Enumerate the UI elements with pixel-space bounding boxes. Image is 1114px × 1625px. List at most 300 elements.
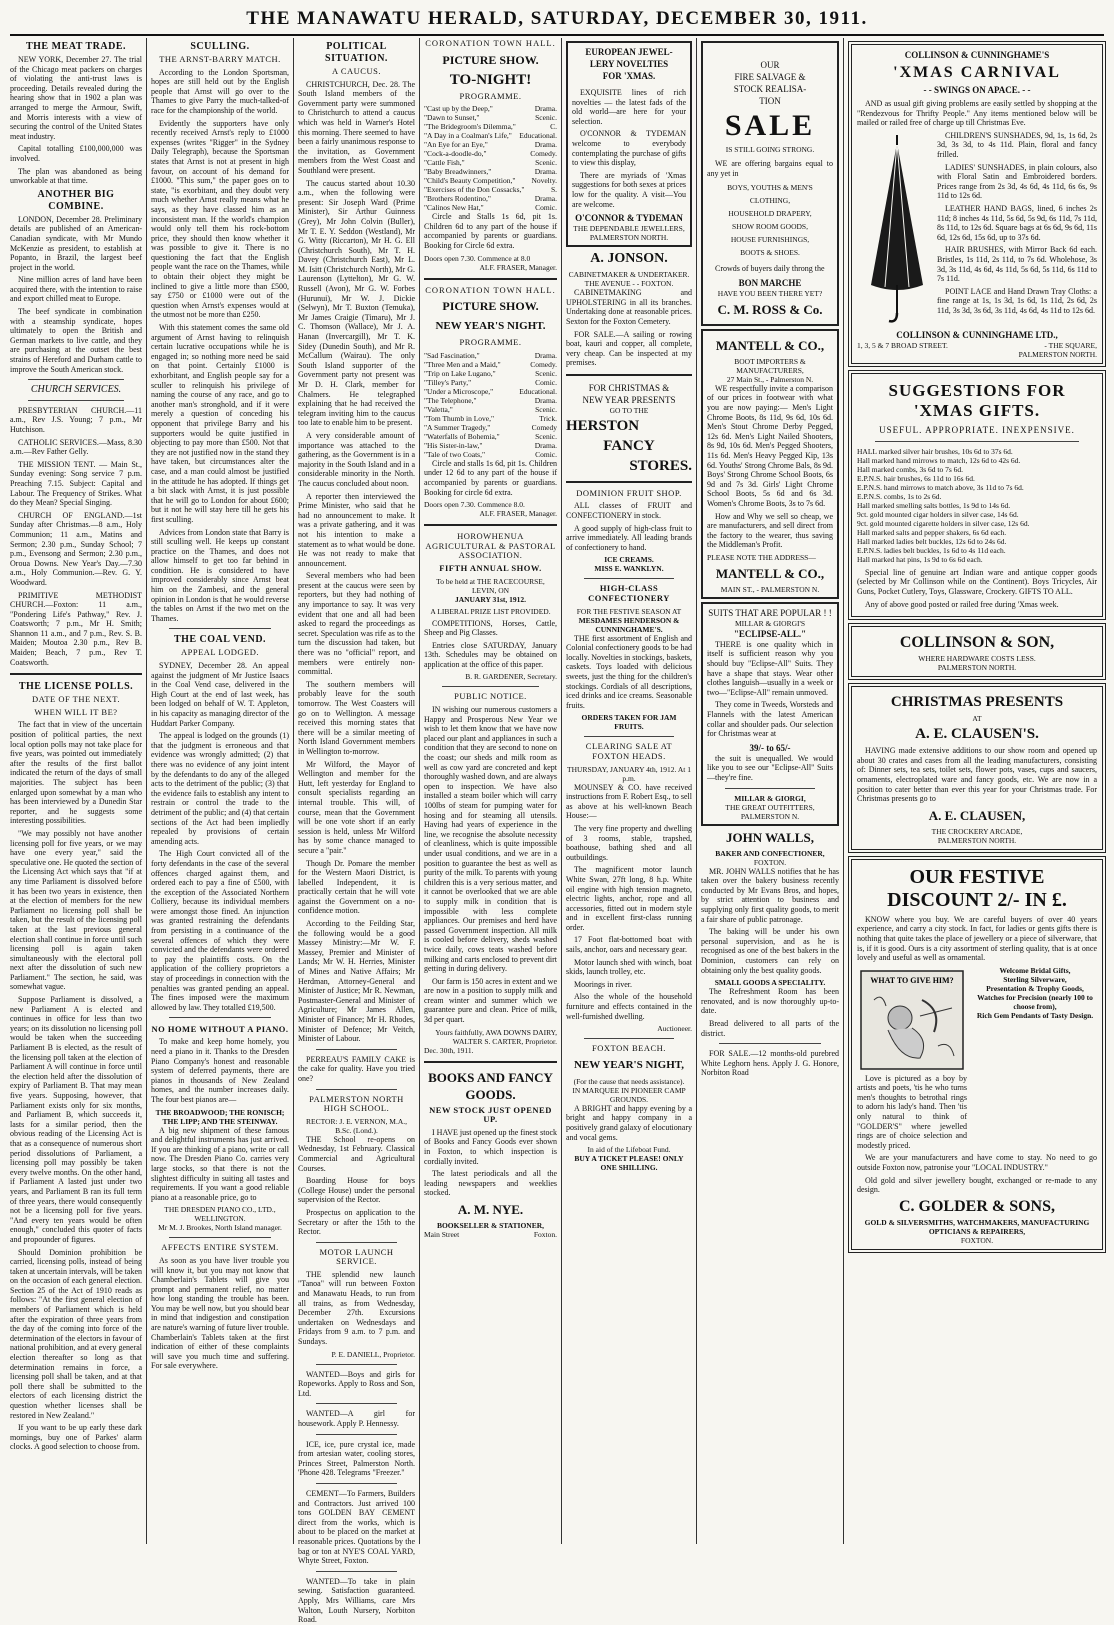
ad-heading: EUROPEAN JEWEL- — [585, 47, 673, 57]
programme-item — [424, 396, 557, 405]
classified-ad: WANTED—A girl for housework. Apply P. Hennessy. — [298, 1409, 415, 1428]
separator — [169, 1017, 271, 1018]
suit-ad — [701, 602, 839, 826]
article-title: SCULLING. — [190, 41, 250, 52]
film-genre: Scenic. — [535, 158, 557, 168]
carnival-list — [937, 131, 1097, 329]
ad-city: PALMERSTON NORTH. — [1018, 349, 1097, 359]
ad-firm: MANTELL & CO., — [715, 565, 825, 581]
film-genre: Comic. — [535, 377, 557, 387]
ad-subtitle: PROGRAMME. — [459, 90, 522, 101]
article-paragraph: The southern members will probably leave for the south tomorrow. The West Coasters will go on to Wellington. A message received this morning states that there will be a similar meeting of North Island Government members in Wellington to-morrow. — [298, 679, 415, 756]
ad-firm: MESDAMES HENDERSON & CUNNINGHAME'S. — [578, 615, 680, 634]
film-genre: Drama. — [534, 440, 557, 450]
article-paragraph: NEW YORK, December 27. The trial of the Chicago meat packers on charges of violating the anti-trust laws is proceeding. Details revealed during the hearing show that in 1902 a plan was arranged to merge the Armour, Swift, and Morris interests with a view of securing the control of the United States meat industry. — [10, 55, 142, 141]
masthead-rule — [10, 34, 1104, 36]
classified-ad: WANTED—To take in plain sewing. Satisfaction guaranteed. Apply, Mrs Williams, care Mrs Walton, Louth Nursery, Norbiton Road. — [298, 1576, 415, 1625]
ad-paragraph: THE first assortment of English and Colonial confectionery goods to be had locally. Novelties in stockings, baskets, caskets. Toys loaded with delicious sweets, just the thing for the children's stockings. Cordials of all descriptions, iced drinks and ice creams. Seasonable fruits. — [566, 633, 692, 710]
ad-title: NO HOME WITHOUT A PIANO. — [151, 1024, 289, 1035]
ad-address: MAIN ST., - PALMERSTON N. — [720, 584, 820, 594]
ad-subtitle: USEFUL. APPROPRIATE. INEXPENSIVE. — [879, 424, 1075, 435]
ad-heading: PICTURE SHOW. — [442, 299, 539, 314]
price-item: HALL marked silver hair brushes, 10s 6d to 37s 6d. — [857, 446, 1013, 456]
carnival-ad — [848, 41, 1106, 367]
ad-heading: BOOKS AND FANCY GOODS. — [428, 1069, 553, 1102]
ad-paragraph: Boarding House for boys (College House) under the personal supervision of the Rector. — [298, 1176, 415, 1205]
ad-paragraph: The very fine property and dwelling of 3 rooms, stable, trapshed, boathouse, bathing shed and all outbuildings. — [566, 823, 692, 862]
ad-paragraph: The latest periodicals and all the leading newspapers and weeklies stocked. — [424, 1169, 557, 1198]
film-title: "Valetta," — [424, 404, 453, 414]
ad-heading: LERY NOVELTIES — [589, 59, 669, 69]
article-paragraph: The High Court convicted all of the forty defendants in the case of the several offences charged against them, and ordered each to pay a fine of £500, with the exception of the Associated Northern Colliery, because its individual members were amongst those fined. An injunction was granted restraining the defendants from persisting in a continuance of the several offences of which they were convicted and the defendants were ordered to pay the plaintiffs costs. On the application of the colliery proprietors a stay of proceedings in connection with the penalties was granted pending an appeal. The fines imposed were the maximum allowed by law. They totalled £19,500. — [151, 849, 289, 1012]
programme-item — [424, 351, 557, 360]
article-paragraph: Capital totalling £100,000,000 was involved. — [10, 144, 142, 163]
article-subtitle: WHEN WILL IT BE? — [34, 706, 118, 717]
ad-signature: ALF. FRASER, Manager. — [479, 262, 557, 272]
film-genre: Scenic. — [535, 368, 557, 378]
article-paragraph: CHRISTCHURCH, Dec. 28. The South Island members of the Government party were summoned to Christchurch to attend a caucus which was held in Warner's Hotel this morning. There seemed to have been a fairly unanimous response to the invitation, as Government members from the West Coast and Southland were present. — [298, 79, 415, 175]
article-paragraph: The beef syndicate in combination with a steamship syndicate, hopes ultimately to open the British and German markets to live cattle, and they are purchasing at the outset the best strains of Hereford and Durham cattle to improve the South American stock. — [10, 307, 142, 374]
ad-address: THE AVENUE - - FOXTON. — [584, 279, 674, 289]
ad-paragraph: A big new shipment of these famous and delightful instruments has just arrived. If you are thinking of a piano, write or call now. The Dresden Piano Co. carries very large stocks, so that there is not the slightest difficulty in suiting all tastes and requirements. If you want a good reliable piano at a reasonable price, go to — [151, 1125, 289, 1202]
golder-body — [857, 966, 1097, 1154]
clausen-ad — [848, 683, 1106, 853]
ad-signature: ALF. FRASER, Manager. — [479, 509, 557, 519]
ad-paragraph: Prospectus on application to the Secretary or after the 15th to the Rector. — [298, 1207, 415, 1237]
ad-title: HOROWHENUA AGRICULTURAL & PASTORAL ASSOCIATION. — [425, 531, 556, 561]
ad-title: PALMERSTON NORTH HIGH SCHOOL. — [309, 1093, 404, 1114]
film-title: "Child's Beauty Competition," — [424, 176, 516, 186]
umbrella-illustration — [857, 131, 937, 329]
church-notice: CATHOLIC SERVICES.—Mass, 8.30 a.m.—Rev Father Gelly. — [10, 437, 142, 457]
umbrella-icon — [861, 135, 933, 325]
price-item: Hall marked combs, 3s 6d to 7s 6d. — [857, 464, 964, 474]
ad-heading: MANTELL & CO., — [715, 337, 825, 353]
ad-note: PLEASE NOTE THE ADDRESS— — [707, 552, 816, 562]
ad-subtitle: BUY A TICKET PLEASE! ONLY ONE SHILLING. — [574, 1154, 684, 1173]
ad-firm: MILLAR & GIORGI, — [734, 793, 806, 803]
separator — [28, 400, 124, 401]
column-rule — [561, 38, 562, 1544]
ad-firm: C. M. ROSS & Co. — [717, 301, 823, 317]
ad-heading: FIRE SALVAGE & — [734, 72, 806, 82]
ad-title: FOXTON BEACH. — [592, 1043, 666, 1054]
golder-list — [973, 966, 1097, 1154]
ad-firm: FANCY — [603, 437, 655, 454]
article-paragraph: The caucus started about 10.30 a.m., when the following were present: Sir Joseph Ward (Prime Minister), Sir Arthur Guinness (Grey), Mr John Colvin (Buller), Mr T. E. Y. Seddon (Westland), Mr G. Witty (Riccarton), Mr H. G. Ell (Christchurch South), Mr T. H. Davey (Christchurch East), Mr L. M. Isitt (Christchurch North), Mr G. Laurenson (Lyttelton), Mr G. W. Russell (Avon), Mr G. W. Forbes (Hurunui), Mr W. J. Dickie (Selwyn), Mr T. Buxton (Temuka), Mr James Craigie (Timaru), Mr J. C. Thomson (Wallace), Mr J. A. Hanan (Invercargill), Mr T. K. Sidey (Dunedin South), and Mr R. McCallum (Wairau). The only South Island supporter of the Government party not present was Mr D. H. Clark, member for Chalmers. He telegraphed explaining that he had received the telegram inviting him to the caucus too late to enable him to be present. — [298, 178, 415, 428]
price-item: Hall marked smelling salts bottles, 1s 9d to 14s 6d. — [857, 500, 1011, 510]
article-paragraph: Should Dominion prohibition be carried, licensing polls, instead of being taken at uncertain intervals, will be taken on the occasion of each general election. Section 25 of the Act of 1910 reads as follows: "At the first general election of members of Parliament which is held after the expiration of three years from the day of the coming into force of the determination of the electors in favour of national prohibition, and at every general election thereafter so long as that determination remains in force, a licensing poll shall be taken, and at that poll there shall be submitted to the electors of each licensing district the question whether licenses shall be restored in New Zealand." — [10, 1247, 142, 1420]
ad-heading: TO-NIGHT! — [449, 71, 532, 88]
separator — [725, 788, 815, 789]
ad-firm: MILLAR & GIORGI'S — [734, 618, 806, 628]
programme-item — [424, 113, 557, 122]
separator — [169, 628, 271, 629]
film-title: "Tom Thumb in Love," — [424, 413, 495, 423]
ad-paragraph: Bread delivered to all parts of the district. — [701, 1018, 839, 1038]
separator — [424, 278, 557, 280]
ad-heading: NEW YEAR PRESENTS — [582, 394, 676, 405]
ad-paragraph: MOUNSEY & CO. have received instructions from F. Robert Esq., to sell as above at his well-known Beach House:— — [566, 782, 692, 821]
ad-firm: COLLINSON & SON, — [899, 634, 1055, 652]
film-genre: Educational. — [519, 386, 557, 396]
film-genre: Drama. — [534, 167, 557, 177]
film-title: "Tale of two Coats," — [424, 449, 486, 459]
ad-paragraph: The Refreshment Room has been renovated, and is now thoroughly up-to-date. — [701, 987, 839, 1016]
ad-subtitle: SMALL GOODS A SPECIALITY. — [714, 978, 826, 988]
ad-paragraph: Also the whole of the household furniture and effects contained in the well-furnished dwelling. — [566, 992, 692, 1021]
price-item: Hall marked salts and pepper shakers, 6s 6d each. — [857, 527, 1007, 537]
boot-ad — [701, 329, 839, 599]
ad-subtitle: PROGRAMME. — [459, 337, 522, 348]
ad-paragraph: Moorings in river. — [574, 979, 632, 989]
ad-paragraph: A good supply of high-class fruit to arrive immediately. All leading brands of confectionery to hand. — [566, 523, 692, 552]
article-paragraph: "We may possibly not have another licensing poll for five years, or we may have one every year," said the speculative one. He quoted the section of the Licensing Act which says that "if at any time Parliament is dissolved before it has been two years in existence, then at the election of members for the new Parliament no licensing poll shall be taken, but the result of the licensing poll taken at the last previous general election shall continue in force until such licensing poll is again taken simultaneously with the electoral poll next after the dissolution of such new Parliament." The section, he said, was somewhat vague. — [10, 828, 142, 992]
article-paragraph: A reporter then interviewed the Prime Minister, who said that he had no announcement to make. It was a private gathering, and it was not his intention to make a statement as to what would be done. He was not ready to make that announcement. — [298, 491, 415, 568]
programme-item — [424, 122, 557, 131]
ad-heading: PICTURE SHOW. — [442, 52, 539, 67]
film-genre: Drama. — [534, 194, 557, 204]
separator — [584, 578, 674, 579]
film-title: "Cock-a-doodle-do," — [424, 149, 487, 159]
ad-signature: P. E. DANIELL, Proprietor. — [331, 1349, 415, 1359]
ad-paragraph: There are myriads of 'Xmas suggestions for both sexes at prices low for the quality. A visit—You are welcome. — [572, 170, 686, 209]
ad-signature: Yours faithfully, AWA DOWNS DAIRY, WALTER S. CARTER, Proprietor. — [435, 1027, 557, 1046]
separator — [424, 1061, 557, 1063]
ad-subtitle: In aid of the Lifeboat Fund. — [587, 1145, 671, 1155]
column-6 — [701, 38, 839, 1544]
carnival-body — [857, 131, 1097, 329]
golder-ad — [848, 856, 1106, 1253]
ad-heading: "ECLIPSE-ALL." — [733, 628, 807, 639]
gift-item: Watches for Precision (nearly 100 to choose from), — [977, 992, 1093, 1011]
ad-paragraph: THE School re-opens on Wednesday, 1st February. Classical Commercial and Agricultural Courses. — [298, 1134, 415, 1173]
price-item: LADIES' SUNSHADES, in plain colours, also with Floral Satin and Embroidered borders. Prices range from 2s 3d, 4s 6d, 4s 11d, 6s 6s, 9s 11d to 12s 6d. — [937, 162, 1097, 201]
ad-paragraph: COMPETITIONS, Horses, Cattle, Sheep and Pig Classes. — [424, 618, 557, 638]
ad-paragraph: Motor launch shed with winch, boat skids, launch trolley, etc. — [566, 957, 692, 977]
classified-ad: WANTED—Boys and girls for Ropeworks. Apply to Ross and Son, Ltd. — [298, 1369, 415, 1398]
film-genre: Scenic. — [535, 431, 557, 441]
ad-paragraph: The magnificent motor launch White Swan, 27ft long, 8 h.p. White oil engine with high tension magneto, electric lights, anchor, rope and all accessories, fitted out in modern style and in excellent first-class running order. — [566, 865, 692, 932]
sale-item: SHOW ROOM GOODS, — [732, 222, 808, 232]
film-title: "His Sister-in-law," — [424, 440, 483, 450]
church-notice: PRIMITIVE METHODIST CHURCH.—Foxton: 11 a.m., "Pondering Life's Pathway," Rev. J. Coatsworth; 7 p.m., Mr H. Smith; Shannon 11 a.m., and 7 p.m., Rev. S. B. Maiden; Moutoa 2.30 p.m., Rev B. Maiden; Beach, 7 p.m., Rev T. Coatsworth. — [10, 590, 142, 667]
ad-contact: Mr M. J. Brookes, North Island manager. — [158, 1223, 282, 1233]
film-genre: Comedy. — [530, 149, 557, 159]
film-title: "Exercises of the Don Cossacks," — [424, 185, 525, 195]
film-title: "Dawn to Sunset," — [424, 113, 480, 123]
ad-title: MOTOR LAUNCH SERVICE. — [319, 1246, 394, 1267]
ad-firm: C. GOLDER & SONS, — [898, 1197, 1056, 1215]
ad-subtitle: To be held at THE RACECOURSE, LEVIN, ON — [436, 576, 545, 595]
programme-item — [424, 360, 557, 369]
price-item: 9ct. gold mounted cigarette holders in silver case, 12s 6d. — [857, 518, 1030, 528]
address-street: Main Street — [424, 1230, 460, 1239]
ad-firm: THE DEPENDABLE JEWELLERS, — [573, 224, 685, 234]
ad-date: THURSDAY, JANUARY 4th, 1912. At 1 p.m. — [567, 764, 691, 783]
price-item: Hall marked hand mirrows to match, 12s 6d to 42s 6d. — [857, 455, 1021, 465]
ad-subtitle: ICE CREAMS. — [604, 555, 654, 565]
separator — [566, 374, 692, 376]
separator — [584, 736, 674, 737]
ad-paragraph: Circle and Stalls 1s 6d, pit 1s. Children 6d to any part of the house if accompanied by parents or guardians. Booking for Circle 6d extra. — [424, 212, 557, 250]
ad-paragraph: MR. JOHN WALLS notifies that he has taken over the bakery business recently conducted by Mr Evans Bros, and hopes, by strict attention to business and supplying only first quality goods, to merit a fair share of public patronage. — [701, 866, 839, 924]
ad-city: PALMERSTON NORTH. — [937, 835, 1017, 845]
programme-item — [424, 414, 557, 423]
price-item: E.P.N.S. hand mirrows to match above, 3s 11d to 7s 6d. — [857, 482, 1024, 492]
ad-heading: FOR CHRISTMAS & — [588, 382, 670, 393]
suggestions-ad — [848, 370, 1106, 620]
ad-paragraph: Doors open 7.30. Commence at 8.0 — [424, 253, 531, 263]
ad-heading: SUGGESTIONS FOR 'XMAS GIFTS. — [888, 380, 1066, 420]
programme-item — [424, 450, 557, 459]
gift-item: Welcome Bridal Gifts, — [999, 965, 1071, 975]
article-title: THE COAL VEND. — [173, 634, 267, 646]
ad-heading: FOR 'XMAS. — [602, 71, 656, 81]
film-genre: Comic. — [535, 203, 557, 213]
programme-item — [424, 387, 557, 396]
ad-paragraph: THE BROADWOOD; THE RONISCH; THE LIPP; AND THE STEINWAY. — [155, 1107, 285, 1126]
separator — [316, 1571, 397, 1572]
gift-illustration — [857, 966, 967, 1154]
ad-heading: BON MARCHE — [738, 277, 802, 288]
ad-firm: O'CONNOR & TYDEMAN — [575, 213, 683, 224]
ad-heading: NEW YEAR'S NIGHT, — [573, 1058, 685, 1071]
ad-subtitle: GOLD & SILVERSMITHS, WATCHMAKERS, MANUFACTURING OPTICIANS & REPAIRERS, — [864, 1217, 1090, 1236]
column-rule — [419, 38, 420, 1544]
film-genre: C. — [550, 122, 557, 132]
price-item: LEATHER HAND BAGS, lined, 6 inches 2s 11d; 8 inches 4s 11d, 5s 6d, 5s 9d, 6s 11d, 7s 11d, 8s 11d, to 12s 6d. Square bags at 6s 6d, 9s 6d, 11s 6d, 12s 6d, 15s 6d, up to 37s 6d. — [937, 203, 1097, 242]
ad-subtitle: NEW STOCK JUST OPENED UP. — [429, 1104, 552, 1125]
sale-item: BOOTS & SHOES. — [740, 248, 800, 258]
article-paragraph: The plan was abandoned as being unworkable at that time. — [10, 166, 142, 186]
ad-paragraph: AND as usual gift giving problems are easily settled by shopping at the "Rendezvous for Thrifty People." Any items mentioned below will be mailed or railed free of charge up till Christmas Eve. — [857, 99, 1097, 128]
gift-item: Rich Gem Pendants of Tasty Design. — [976, 1010, 1094, 1020]
article-paragraph: Though Dr. Pomare the member for the Western Maori District, is labelled Independent, it is practically certain that he will vote against the Government on a no-confidence motion. — [298, 858, 415, 916]
ad-subtitle: BAKER AND CONFECTIONER, — [715, 848, 825, 858]
article-paragraph: With this statement comes the same old argument of Arnst having to relinquish certain lucrative occupations while he is engaged in; so nothing more need be said on that point. Certainly £1000 is exhorbitant, and English people say for a sculler to relinquish his privilege of naming the course of any race, and go to another man's stronghold, and if it were merely a question of conceding his opponent that privilege Barry and his supporters would be quite justified in objecting to pay more than £500. Not that they are not justified now in the stand they have taken, but circumstances alter the case, and a man could almost be justified in the attitude he has adopted. If things get a bit slack with Arnst, it is just possible that he will go to London for about £600; but it not he will stay here till he gets his first sculling. — [151, 323, 289, 524]
article-subtitle: THE ARNST-BARRY MATCH. — [159, 54, 281, 64]
film-genre: S. — [550, 185, 557, 195]
separator — [316, 1049, 397, 1050]
church-notice: THE MISSION TENT. — Main St., Sunday evening: Song service 7 p.m. Preaching 7.15. Subject: Capital and Labour. The Frequency of Strikes. What do they Mean? Special Singing. — [10, 459, 142, 508]
sale-headline: SALE — [724, 109, 816, 142]
article-paragraph: The appeal is lodged on the grounds (1) that the judgment is erroneous and that evidence was wrongly admitted; (2) that there was no evidence of any joint intent by the defendants to do any of the alleged acts to the detriment of the public; (3) that the evidence fails to establish any intent to restrain or control the trade to the detriment of the public; and (4) that certain sections of the Act had been impliedly repealed by provisions of certain amending acts. — [151, 731, 289, 846]
separator — [424, 524, 557, 526]
ad-title: PUBLIC NOTICE. — [454, 691, 527, 702]
sale-item: HOUSE FURNISHINGS, — [730, 235, 810, 245]
sale-item: HOUSEHOLD DRAPERY, — [728, 209, 812, 219]
separator — [169, 1237, 271, 1238]
ad-signature: B. R. GARDENER, Secretary. — [465, 672, 557, 682]
address-street: 1, 3, 5 & 7 BROAD STREET. — [857, 340, 948, 350]
film-genre: Educational. — [519, 131, 557, 141]
ad-title: AFFECTS ENTIRE SYSTEM. — [161, 1242, 279, 1253]
ad-firm: A. E. CLAUSEN, — [928, 807, 1026, 823]
ad-paragraph: I HAVE just opened up the finest stock of Books and Fancy Goods ever shown in Foxton, to which inspection is cordially invited. — [424, 1127, 557, 1166]
ad-subtitle: IN MARQUEE IN PIONEER CAMP GROUNDS. — [572, 1085, 686, 1104]
separator — [566, 481, 692, 483]
film-genre: Comedy. — [530, 359, 557, 369]
ad-firm: A. M. NYE. — [457, 1202, 524, 1217]
ad-paragraph: O'CONNOR & TYDEMAN welcome to everybody contemplating the purchase of gifts to view this display, — [572, 129, 686, 168]
programme-list — [424, 351, 557, 459]
separator — [875, 441, 1079, 442]
ad-address — [424, 1230, 557, 1239]
sale-item: BOYS, YOUTHS & MEN'S — [727, 183, 813, 193]
ad-subtitle: (For the cause that needs assistance). — [573, 1076, 685, 1086]
programme-item — [424, 185, 557, 194]
ad-paragraph: We are your manufacturers and have come to stay. No need to go outside Foxton now, patronise your "LOCAL INDUSTRY." — [857, 1153, 1097, 1173]
column-rule — [293, 38, 294, 1544]
film-title: "Brothers Rodentino," — [424, 194, 491, 204]
ad-address: PALMERSTON N. — [740, 811, 800, 821]
ad-subtitle: - - SWINGS ON APACE. - - — [923, 85, 1031, 95]
article-paragraph: LONDON, December 28. Preliminary details are published of an American-Canadian syndicate, with Mr Mundo McKenzie as president, to establish at Popanto, in Brazil, the largest beef project in the world. — [10, 214, 142, 272]
ad-paragraph: FOR SALE.—A sailing or rowing boat, kauri and copper, all complete, very cheap. Can be inspected at my premises. — [566, 329, 692, 368]
jewellery-ad — [566, 41, 692, 247]
column-rule — [696, 38, 697, 1544]
ad-paragraph: ALL classes of FRUIT and CONFECTIONERY in stock. — [566, 501, 692, 521]
separator — [316, 1434, 397, 1435]
gift-item: Sterling Silverware, — [1003, 974, 1067, 984]
programme-item — [424, 131, 557, 140]
ad-paragraph: Entries close SATURDAY, January 13th. Schedules may be obtained on application at the office of this paper. — [424, 640, 557, 669]
separator — [584, 1038, 674, 1039]
ad-paragraph: The baking will be under his own personal supervision, and as he is recognised as one of the best bakers in the Dominion, customers can rely on obtaining only the best quality goods. — [701, 927, 839, 975]
ad-firm: HERSTON — [566, 417, 640, 434]
separator — [719, 1043, 821, 1044]
column-3 — [298, 38, 415, 1625]
ad-heading: CHRISTMAS PRESENTS — [890, 694, 1064, 711]
ad-heading: OUR FESTIVE DISCOUNT 2/- IN £. — [887, 865, 1067, 911]
article-paragraph: Advices from London state that Barry is still sculling well. He keeps up constant practice on the Thames, and does not allow himself to get too far behind in condition. He is considered to have improved considerably since Arnst beat him on the Zambesi, and the general opinion in London is that he would reverse the tables on Arnst if the two met on the Thames. — [151, 527, 289, 623]
price-range: 39/- to 65/- — [749, 742, 791, 753]
separator — [442, 686, 539, 687]
programme-item — [424, 369, 557, 378]
separator — [316, 1364, 397, 1365]
film-title: "Sad Fascination," — [424, 350, 480, 360]
article-paragraph: The fact that in view of the uncertain position of political parties, the next local option polls may not take place for five years, was pointed out immediately after the results of the first ballot indicated the return of the days of small majorities. The subject has been enlarged upon somewhat by a man who has been interviewed by a Dunedin Star reporter, and he suggests some interesting possibilities. — [10, 720, 142, 826]
film-title: "Under a Microscope," — [424, 386, 494, 396]
programme-item — [424, 423, 557, 432]
ad-city: PALMERSTON NORTH. — [937, 663, 1017, 673]
film-genre: Drama. — [534, 140, 557, 150]
ad-firm: MISS E. WANKLYN. — [594, 564, 664, 574]
column-rule — [146, 38, 147, 1544]
ad-paragraph: Doors open 7.30. Commence 8.0. — [424, 500, 525, 510]
separator — [10, 673, 142, 675]
programme-item — [424, 104, 557, 113]
image-caption: WHAT TO GIVE HIM? — [870, 975, 954, 985]
ad-paragraph: Our farm is 150 acres in extent and we are now in a position to supply milk and cream winter and summer which we guarantee pure and clean. Price of milk, 3d per quart. — [424, 976, 557, 1025]
ad-heading: OUR — [760, 60, 780, 70]
ad-subtitle: GO TO THE — [609, 405, 649, 415]
film-title: "A Summer Tragedy," — [424, 422, 491, 432]
film-genre: Comic. — [535, 449, 557, 459]
ad-address — [857, 341, 1097, 350]
classified-ad: ICE, ice, pure crystal ice, made from artesian water, cooling stores, Princes Street, Palmerston North. 'Phone 428. Telegrams "Freezer." — [298, 1439, 415, 1478]
ad-heading: 'XMAS CARNIVAL — [893, 64, 1061, 81]
sale-ad — [701, 41, 839, 326]
address-town: Foxton. — [533, 1230, 557, 1239]
programme-item — [424, 158, 557, 167]
ad-paragraph: A BRIGHT and happy evening by a bright and happy company in a positively grand galaxy of elocutionary and vocal gems. — [566, 1103, 692, 1142]
column-5 — [566, 38, 692, 1544]
ad-paragraph: THERE is one quality which in itself is sufficient reason why you should buy "Eclipse-All" Suits. They have a shape that stays. Wear other clothes languish—usually in a week or two—"Eclipse-All" remain unmoved. — [707, 639, 833, 697]
ad-subtitle: HAVE YOU BEEN THERE YET? — [717, 288, 823, 298]
film-genre: Trick. — [539, 413, 557, 423]
programme-item — [424, 140, 557, 149]
church-notice: CHURCH OF ENGLAND.—1st Sunday after Christmas.—8 a.m., Holy Communion; 11 a.m., Matins and Sermon; 2.30 p.m., Sunday School; 7 p.m., Evensong and Sermon; 2.30 p.m., Oroua Downs. New Year's Day.—7.30 a.m., Holy Communion.—Rev. G. Y. Woodward. — [10, 510, 142, 587]
programme-list — [424, 104, 557, 212]
ad-heading: A. JONSON. — [590, 251, 668, 267]
ad-paragraph: THE splendid new launch "Tanoa" will run between Foxton and Manawatu Heads, to run from all trains, as from Wednesday, December 27th. Excursions undertaken on Wednesdays and Fridays from 9 a.m. to 7 p.m. and Sundays. — [298, 1269, 415, 1347]
programme-item — [424, 203, 557, 212]
programme-item — [424, 405, 557, 414]
sale-item: CLOTHING, — [749, 196, 791, 206]
address-square: - THE SQUARE, — [1044, 340, 1097, 350]
film-genre: Scenic. — [535, 404, 557, 414]
article-subtitle: APPEAL LODGED. — [181, 647, 259, 658]
ad-subtitle: CABINETMAKER & UNDERTAKER. — [568, 270, 690, 280]
film-title: "An Eye for an Eye," — [424, 140, 488, 150]
film-genre: Drama. — [534, 350, 557, 360]
article-paragraph: Mr Wilford, the Mayor of Wellington and member for the Hutt, left yesterday for England to consult specialists regarding an internal trouble. This will, of course, mean that the Government will be one vote short if an early session is held, unless Mr Wilford has by some chance managed to secure a "pair." — [298, 759, 415, 855]
section-title: CHURCH SERVICES. — [30, 384, 122, 396]
ad-date: Dec. 30th, 1911. — [424, 1045, 474, 1055]
ad-paragraph: HAVING made extensive additions to our show room and opened up about 30 crates and cases from all the leading manufacturers, consisting of: Dinner sets, tea sets, toilet sets, flower pots, vases, cups and saucers, ornaments, electroplated ware and fancy goods, etc. We are now in a position to cater better than ever this year for your Christmas trade. For Christmas presents go to — [857, 746, 1097, 804]
ad-heading: TION — [759, 96, 781, 106]
column-4 — [424, 38, 557, 1544]
programme-item — [424, 194, 557, 203]
ad-address: PALMERSTON NORTH. — [589, 233, 669, 243]
article-title: POLITICAL SITUATION. — [325, 41, 388, 64]
ad-heading: STOCK REALISA- — [733, 84, 807, 94]
film-title: "Cast up by the Deep," — [424, 104, 493, 114]
article-subtitle: A CAUCUS. — [332, 66, 381, 76]
ad-subtitle: FOR THE FESTIVE SEASON AT — [576, 606, 682, 616]
film-title: "Calinos New Hat," — [424, 203, 484, 213]
ad-paragraph: Crowds of buyers daily throng the — [715, 264, 825, 274]
film-genre: Drama. — [534, 104, 557, 114]
article-title: THE MEAT TRADE. — [25, 41, 127, 52]
ad-title: CORONATION TOWN HALL. — [425, 284, 556, 295]
ad-paragraph: Special line of genuine art Indian ware and antique copper goods (selected by Mr Collinson while on the Continent). Boys Tricycles, Air Guns, Pocket Cutlery, Toys, Glassware, Crockery. GIFTS TO ALL. — [857, 567, 1097, 596]
ad-paragraph: WE respectfully invite a comparison of our prices in footwear with what you are now paying:— Men's Light Chrome Boots, 8s 11d, 9s 6d, 10s 6d. Men's Stout Chrome Derby Pegged, 12s 6d. Men's Light Nailed Shooters, 8s 9d, 10s 6d. Men's Pegged Shooters, 11s 6d. Men's Heavy Pegged Kip, 13s 6d. Youths' Strong Chrome Bals, 8s 9d. Boys' Strong Chrome School Boots, 6s 9d and 7s 3d. Girls' Light Chrome School Boots, 5s 6d and 6s 3d. Women's Chrome Boots, 3s to 7s 6d. — [707, 383, 833, 508]
film-title: "The Telephone," — [424, 395, 477, 405]
ad-subtitle: WHERE HARDWARE COSTS LESS. — [918, 654, 1036, 664]
programme-item — [424, 149, 557, 158]
ad-firm: BOOKSELLER & STATIONER, — [436, 1221, 545, 1230]
ad-paragraph: the suit is unequalled. We would like you to see our "Eclipse-All" Suits—they're fine. — [707, 753, 833, 782]
ad-paragraph: IN wishing our numerous customers a Happy and Prosperous New Year we wish to let them know that we have now placed our plant and appliances in such a condition that they are second to none on the coast; our sheds and milk room as well as cow yard are concreted and kept thoroughly washed down, and are always open to inspection. We have also installed a steam boiler which will carry 100lbs of steam for pumping water for hosing and for steaming all utensils. Having had years of experience in the line, we recognise the absolute necessity of cleanliness, which is quite impossible under usual conditions, and we are in a position to guarantee the best as well as purity of the milk. To parents with young children this is a very serious matter, and it cannot be overlooked that we are able to supply milk in condition that is impossible with less complete appliances. Our premises and herd have passed Government inspection. All milk is cooled before delivery, sheds washed twice daily, cows teats washed before milking and carts enclosed to prevent dirt getting in during delivery. — [424, 705, 557, 974]
ad-paragraph: They come in Tweeds, Worsteds and Flannels with the latest American collar and shoulder pads. Our selection for Christmas wear at — [707, 700, 833, 739]
ad-paragraph: As soon as you have liver trouble you will know it, but you may not know that Chamberlain's Tablets will give you prompt and permanent relief, no matter how long standing the trouble has been. You may be well now, but you should bear in mind that indigestion and constipation are nature's warning of future liver trouble. Chamberlain's Tablets taken at the first indication of either of these complaints will save you much time and suffering. For sale everywhere. — [151, 1255, 289, 1371]
ad-paragraph: To make and keep home homely, you need a piano in it. Thanks to the Dresden Piano Company's honest and reasonable system of deferred payments, there are pianos in thousands of New Zealand homes, and the number increases daily. The four best pianos are— — [151, 1037, 289, 1104]
column-7 — [848, 38, 1106, 1544]
classified-ad: CEMENT—To Farmers, Builders and Contractors. Just arrived 100 tons GOLDEN BAY CEMENT direct from the works, which is about to be placed on the market at reasonable prices. Quotations by the bag or ton at NYE'S COAL YARD, Whyte Street, Foxton. — [298, 1488, 415, 1566]
ad-signature: Auctioneer. — [657, 1024, 692, 1034]
ad-paragraph: How and Why we sell so cheap, we are manufacturers, and sell direct from the factory to the wearer, thus saving the Middleman's Profit. — [707, 511, 833, 550]
article-paragraph: Suppose Parliament is dissolved, a new Parliament A is elected and continues in office for less than two years; on its dissolution no licensing poll would be taken when the succeeding Parliament B is elected, as the result of the licensing poll taken at the election of Parliament A will continue in force until the election held after the dissolution of expiry of Parliament B. That may mean five years. Supposing, however, that Parliament exists only for six months, and Parliament B, which succeeds it, lasts for a similar period, then the obvious reading of the Licensing Act is that as a consequence of numerous short period dissolutions of Parliament, a licensing poll may possibly be taken every twelve months. On the other hand, if Parliament A lasted just under two years, and Parliament B ran its full term of three years, there would consequently not be a licensing poll for five years. "And every ten years would be often enough," concluded this quoter of facts and propounder of figures. — [10, 995, 142, 1244]
film-title: "Tilley's Party," — [424, 377, 472, 387]
ad-firm: A. E. CLAUSEN'S. — [915, 726, 1039, 743]
price-item: POINT LACE and Hand Drawn Tray Cloths: a fine range at 1s, 1s 3d, 1s 6d, 1s 11d, 2s 6d, 2s 11d, 3s 3d, 3s 6d, 3s 11d, 4s 6d, 4s 11d to 12s 6d. — [937, 286, 1097, 315]
article-title: ANOTHER BIG COMBINE. — [37, 188, 115, 212]
ad-subtitle: A LIBERAL PRIZE LIST PROVIDED. — [430, 606, 551, 616]
ad-subtitle: AT — [972, 714, 982, 724]
